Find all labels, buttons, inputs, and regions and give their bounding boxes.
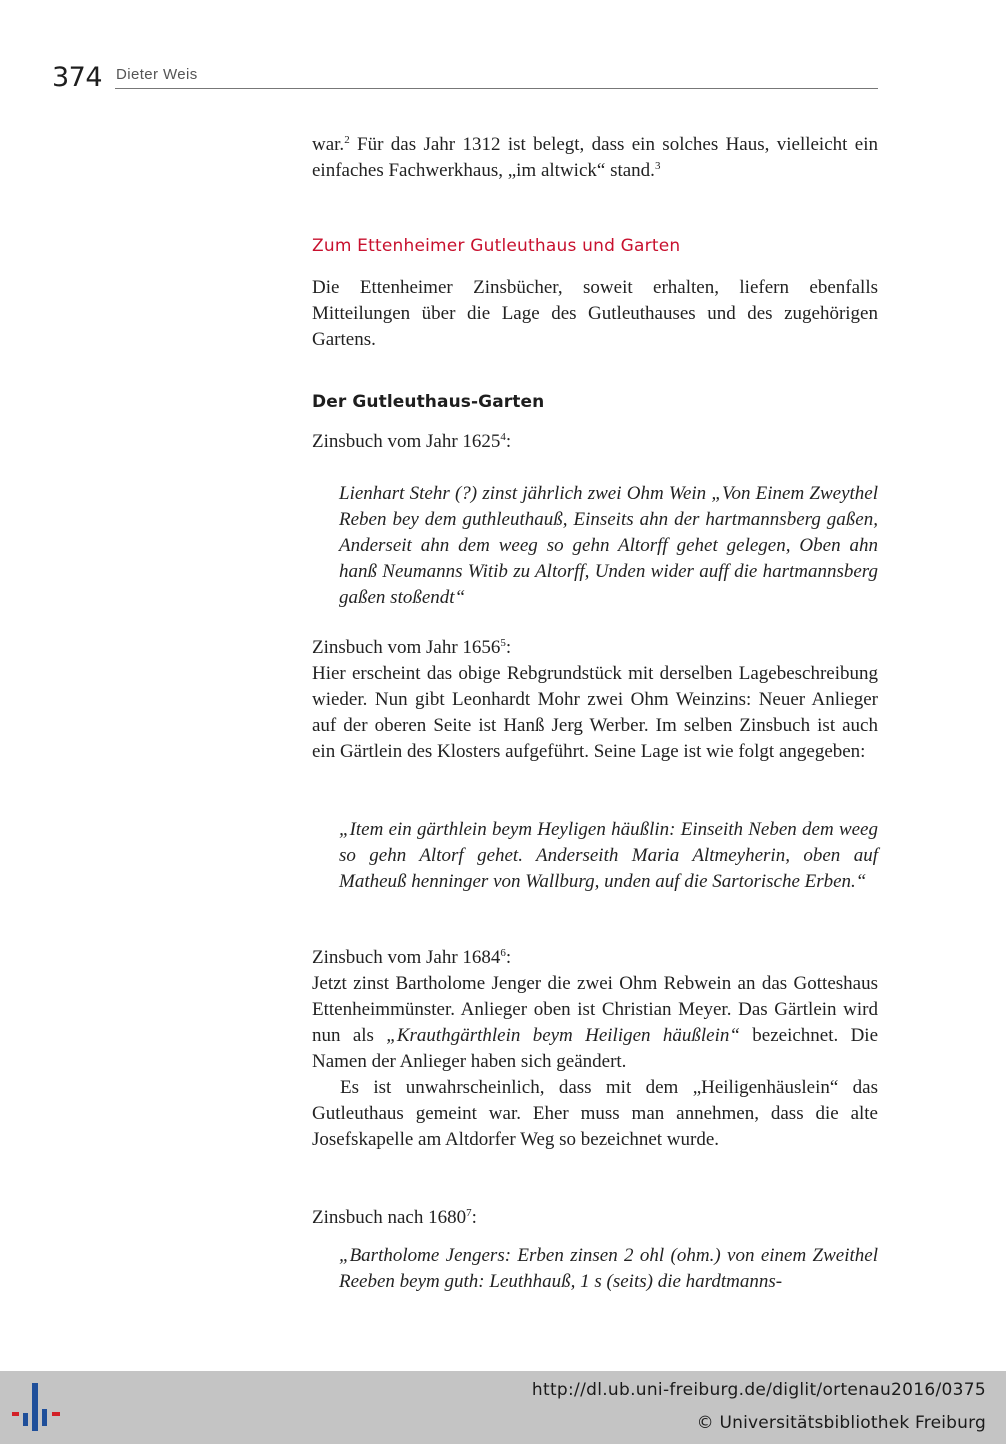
entry-label-text: Zinsbuch vom Jahr 1625 [312,431,501,452]
entry-label [312,945,878,971]
entry-1680-label-block [312,1205,878,1231]
entry-1684-paragraph-2: Es ist unwahrscheinlich, dass mit dem „Heiligenhäuslein“ das Gutleuthaus gemeint war. Eher muss man annehmen, dass die alte Josefskapelle am Altdorfer Weg so bezeichnet wurde. [312,1077,878,1150]
entry-1684-text-a: Jetzt zinst Bartholome Jenger die zwei Ohm Rebwein an das Gotteshaus Ettenheimmünster. Anlieger oben ist Christian Meyer. Das Gärtlein wird nun als [312,973,878,1046]
entry-label-suffix: : [471,1207,477,1228]
footnote-ref[interactable]: 2 [344,134,350,146]
logo-red-dash-right [52,1412,60,1416]
logo-blue-bar-tall [32,1383,38,1431]
entry-1656-block [312,635,878,765]
entry-1625-label-block [312,429,878,455]
quote-1656: „Item ein gärthlein beym Heyligen häußlin: Einseith Neben dem weeg so gehn Altorf gehet. Anderseith Maria Altmeyherin, oben auf Matheuß henninger von Wallburg, unden auf die Sartorische Erben.“ [339,819,878,892]
page-header [52,60,878,92]
entry-label-text: Zinsbuch nach 1680 [312,1207,467,1228]
entry-label [312,1205,878,1231]
entry-1684-block [312,945,878,1153]
entry-label [312,635,878,661]
entry-label-text: Zinsbuch vom Jahr 1656 [312,637,501,658]
quote-1680: „Bartholome Jengers: Erben zinsen 2 ohl (ohm.) von einem Zweithel Reeben beym guth: Leuthhauß, 1 s (seits) die hardtmanns- [339,1245,878,1292]
entry-label-suffix: : [505,637,512,658]
intro-paragraph-block [312,132,878,184]
entry-1684-emphasis: „Krauthgärthlein beym Heiligen häußlein“ [386,1025,740,1046]
subsection-heading: Der Gutleuthaus-Garten [312,392,545,412]
footnote-ref[interactable]: 6 [500,947,506,959]
intro-paragraph [312,132,878,184]
logo-blue-bar-short [23,1413,28,1426]
copyright-notice: © Universitätsbibliothek Freiburg [696,1413,986,1433]
entry-1684-paragraph [312,971,878,1075]
footnote-ref[interactable]: 4 [500,431,506,443]
running-author: Dieter Weis [116,66,198,83]
ub-freiburg-logo-icon[interactable] [12,1383,64,1433]
entry-1656-paragraph: Hier erscheint das obige Rebgrundstück mit derselben Lagebeschreibung wieder. Nun gibt Leonhardt Mohr zwei Ohm Weinzins: Neuer Anlieger auf der oberen Seite ist Hanß Jerg Werber. Im selben Zinsbuch ist auch ein Gärtlein des Klosters aufgeführt. Seine Lage ist wie folgt angegeben: [312,663,878,762]
header-rule [115,88,878,89]
entry-label-text: Zinsbuch vom Jahr 1684 [312,947,501,968]
intro-text-a: war. [312,134,345,155]
section-heading: Zum Ettenheimer Gutleuthaus und Garten [312,236,681,256]
footnote-ref[interactable]: 5 [500,637,506,649]
page-number: 374 [52,62,103,93]
intro-text-b: Für das Jahr 1312 ist belegt, dass ein solches Haus, vielleicht ein einfaches Fachwerkhaus, „im altwick“ stand. [312,134,878,181]
section-intro-block [312,275,878,353]
footnote-ref[interactable]: 3 [654,160,661,172]
entry-label [312,429,878,455]
logo-red-dash-left [12,1412,19,1416]
section-intro-paragraph: Die Ettenheimer Zinsbücher, soweit erhalten, liefern ebenfalls Mitteilungen über die Lage des Gutleuthauses und des zugehörigen Gartens. [312,277,878,350]
footnote-ref[interactable]: 7 [466,1207,472,1219]
entry-1684-text-b: bezeichnet. Die Namen der Anlieger haben sich geändert. [312,1025,879,1072]
logo-blue-bar-mid [42,1409,47,1426]
entry-label-suffix: : [505,947,512,968]
entry-label-suffix: : [505,431,512,452]
quote-1625: Lienhart Stehr (?) zinst jährlich zwei Ohm Wein „Von Einem Zweythel Reben bey dem guthleuthauß, Einseits ahn der hartmannsberg gaßen, Anderseit ahn dem weeg so gehn Altorff gehet gelegen, Oben ahn hanß Neumanns Witib zu Altorff, Unden wider auff die hartmannsberg gaßen stoßendt“ [339,483,878,608]
footer-bar [0,1371,1006,1444]
source-url-link[interactable]: http://dl.ub.uni-freiburg.de/diglit/ortenau2016/0375 [531,1380,986,1400]
